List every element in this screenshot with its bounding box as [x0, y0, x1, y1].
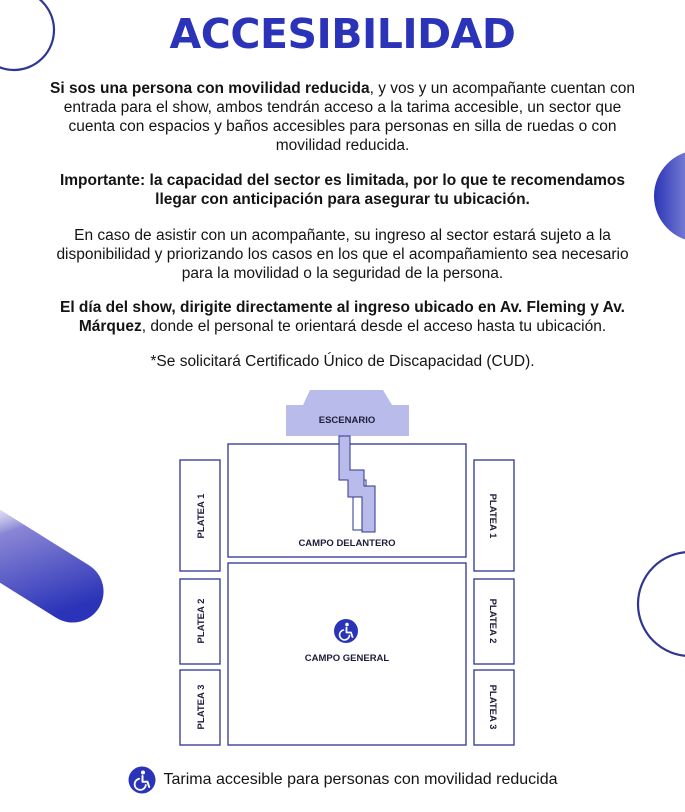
important-notice: Importante: la capacidad del sector es limitada, por lo que te recomendamos llegar con anticipación para asegurar tu ubicación. [59, 172, 626, 208]
show-day-bold: El día del show, dirigite directamente al ingreso ubicado en Av. Fleming y Av. Márquez [59, 299, 625, 335]
accessible-path-fill [339, 436, 375, 532]
show-day-rest: , donde el personal te orientará desde el acceso hasta tu ubicación. [141, 318, 607, 335]
platea-2-right-label: PLATEA 2 [487, 598, 498, 644]
platea-1-right-label: PLATEA 1 [487, 493, 498, 539]
page-title: ACCESIBILIDAD [169, 10, 516, 58]
platea-3-right-label: PLATEA 3 [487, 684, 498, 730]
wheelchair-icon [128, 766, 156, 794]
intro-bold: Si sos una persona con movilidad reducida [50, 80, 370, 97]
map-legend [0, 766, 685, 794]
legend-label: Tarima accesible para personas con movilidad reducida [163, 771, 558, 788]
companion-paragraph: En caso de asistir con un acompañante, su ingreso al sector estará sujeto a la disponibilidad y priorizando los casos en los que el acompañamiento sea necesario para la movilidad o la seguridad de la persona. [56, 227, 629, 282]
campo-general-label: CAMPO GENERAL [304, 653, 390, 664]
platea-3-left-label: PLATEA 3 [196, 684, 207, 730]
wheelchair-icon [334, 619, 358, 643]
platea-2-left-label: PLATEA 2 [196, 598, 207, 644]
campo-delantero-label: CAMPO DELANTERO [298, 538, 396, 549]
stage-area [286, 390, 409, 436]
intro-rest: , y vos y un acompañante cuentan con entrada para el show, ambos tendrán acceso a la tarima accesible, un sector que cuenta con espacios y baños accesibles para personas en silla de ruedas o con movilidad reducida. [63, 80, 635, 154]
platea-1-left-label: PLATEA 1 [196, 493, 207, 539]
stage-label: ESCENARIO [318, 415, 376, 426]
cud-note: *Se solicitará Certificado Único de Discapacidad (CUD). [150, 353, 535, 370]
